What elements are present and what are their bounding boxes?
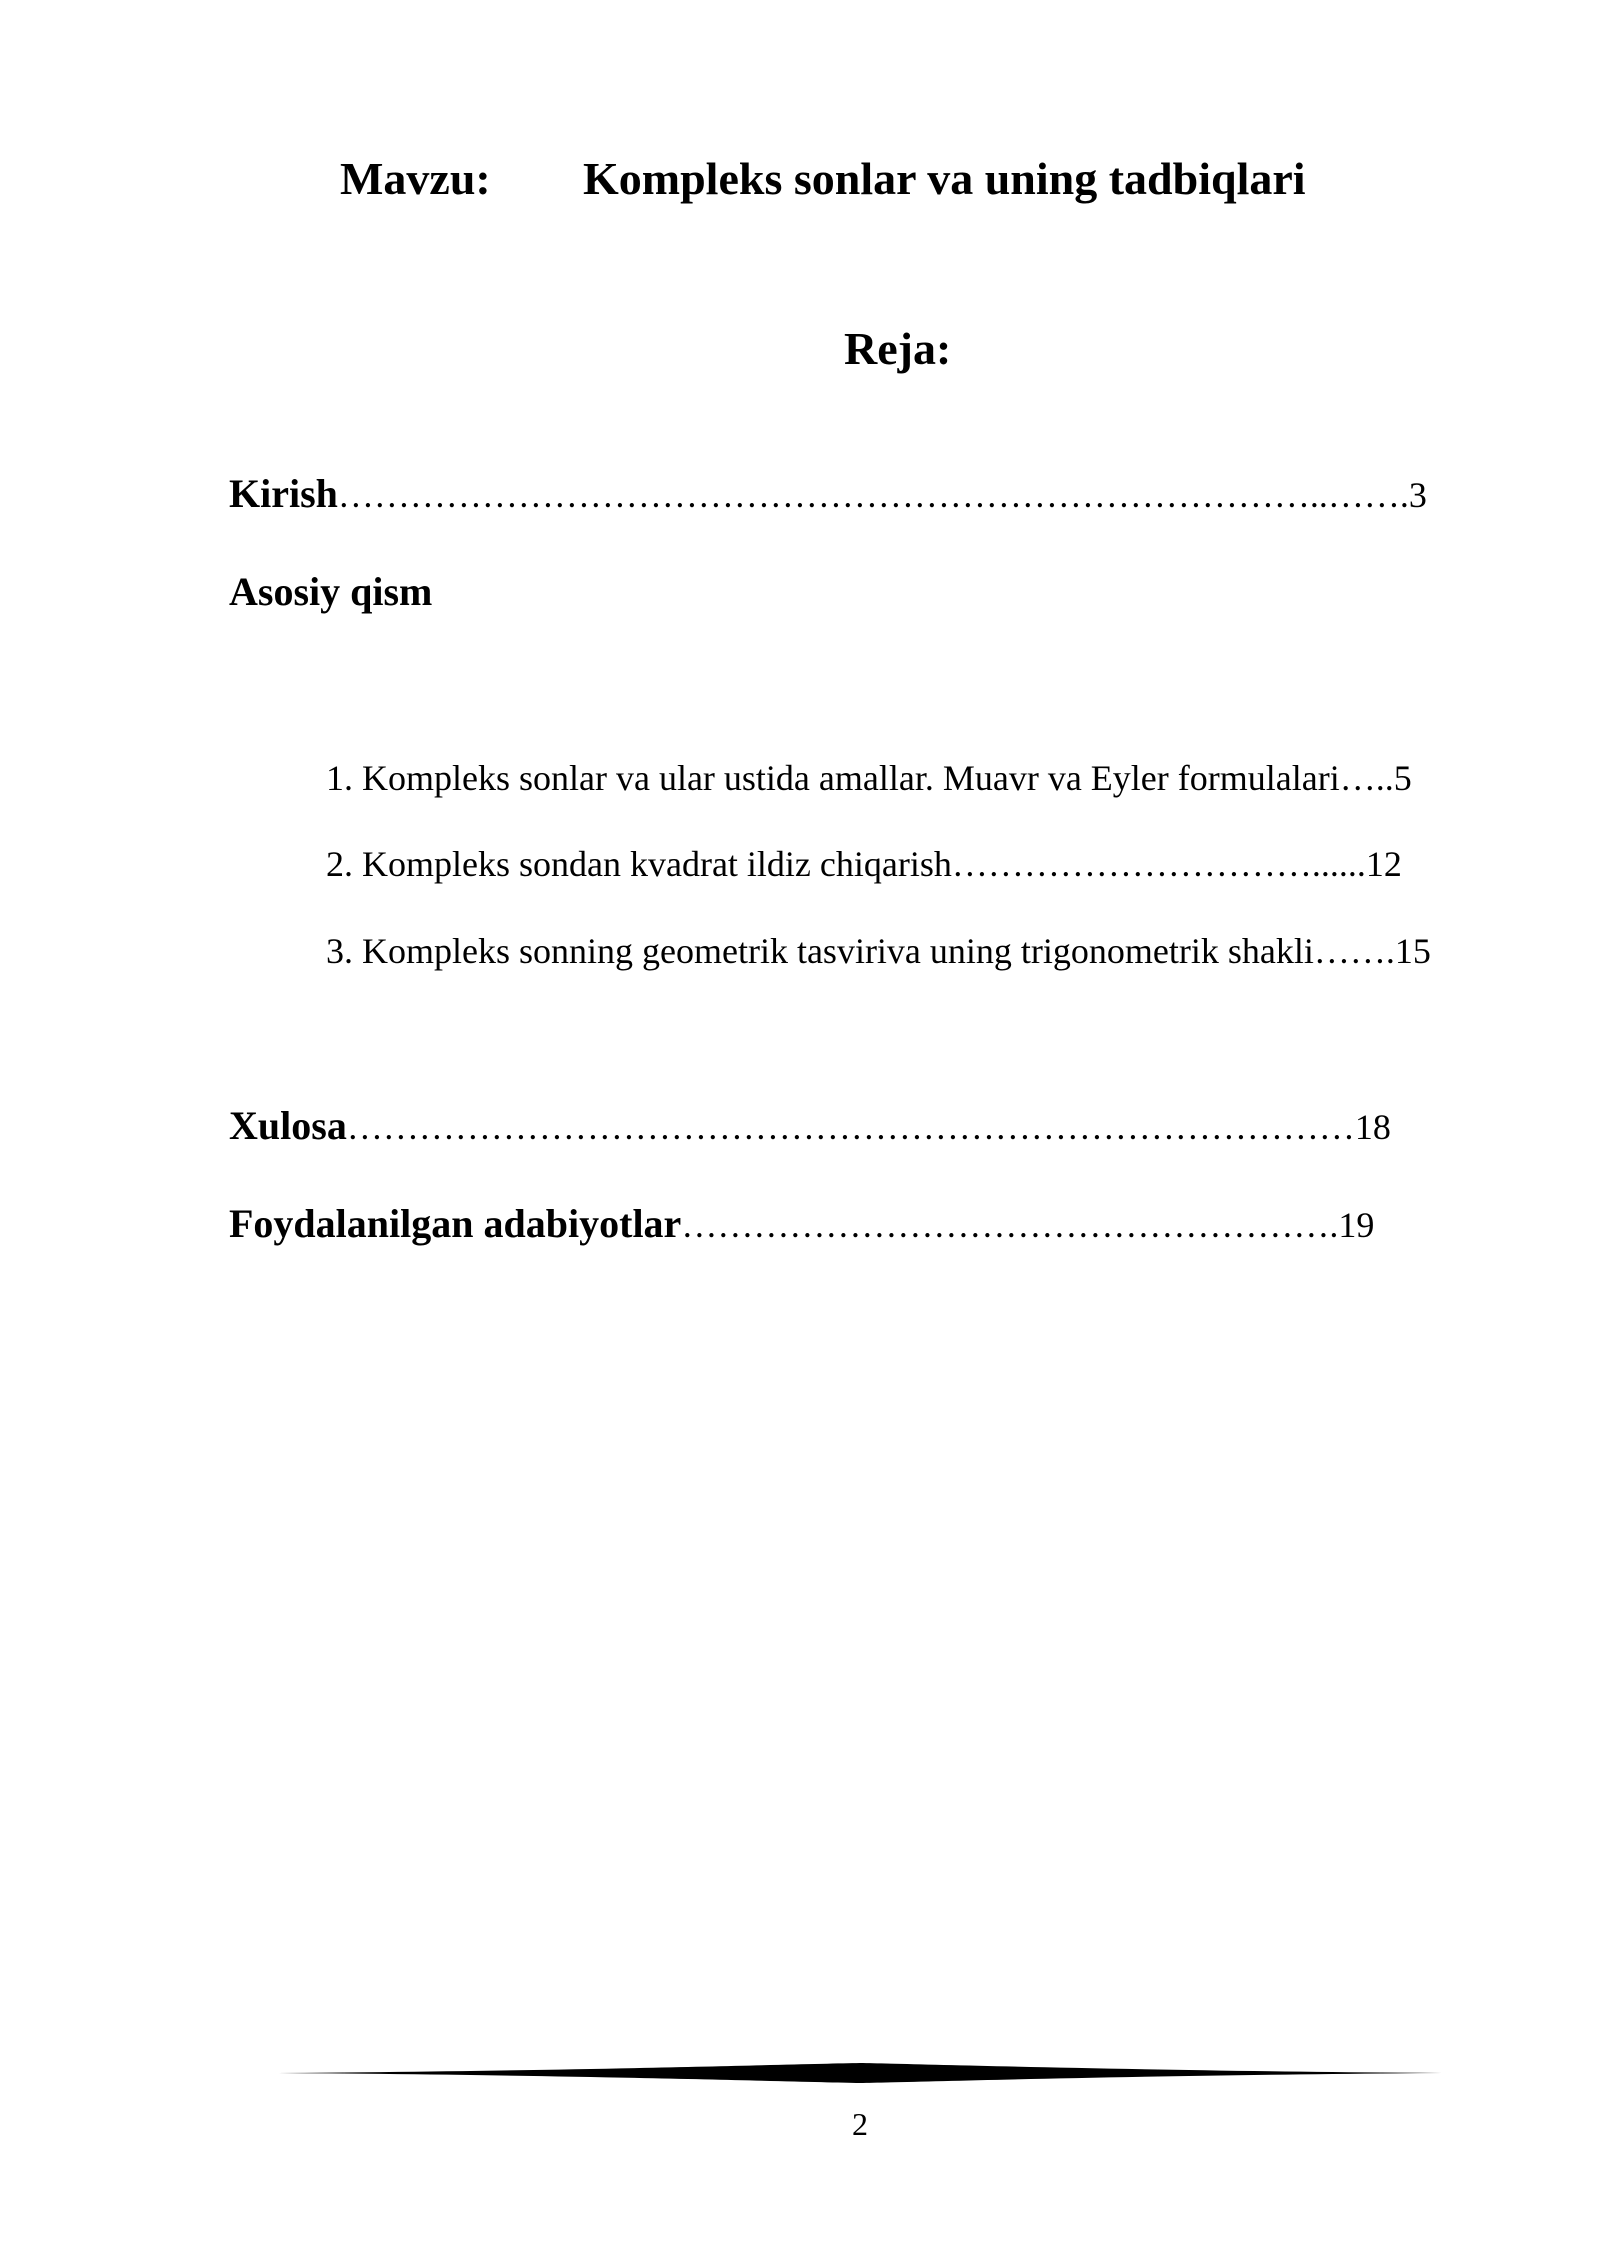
- toc-subentry-1: 1. Kompleks sonlar va ular ustida amallar. Muavr va Eyler formulalari…..5: [326, 758, 1412, 798]
- toc-page-number: 3: [1408, 475, 1427, 515]
- toc-entry-label: Foydalanilgan adabiyotlar: [229, 1201, 682, 1246]
- page-number: 2: [852, 2106, 868, 2142]
- toc-page-number: 18: [1354, 1107, 1391, 1147]
- toc-page-number: 19: [1338, 1205, 1375, 1245]
- toc-subentry-3: 3. Kompleks sonning geometrik tasviriva uning trigonometrik shakli…….15: [326, 931, 1431, 971]
- toc-entry-label: Xulosa: [229, 1103, 347, 1148]
- toc-leader-dots: …………………………………………………………………………: [346, 1107, 1355, 1147]
- toc-entry-intro: [229, 470, 1427, 517]
- toc-entry-conclusion: [229, 1102, 1391, 1149]
- title-label: Mavzu:: [340, 153, 491, 204]
- toc-entry-label: Kirish: [229, 471, 338, 516]
- title-topic: Kompleks sonlar va uning tadbiqlari: [583, 153, 1306, 204]
- section-heading-main: Asosiy qism: [229, 569, 433, 614]
- toc-leader-dots: ……………………………………………….: [681, 1205, 1339, 1245]
- footer-divider: [278, 2060, 1442, 2086]
- toc-leader-dots: ………………………………………………………………………..…….: [337, 475, 1409, 515]
- toc-subentry-2: 2. Kompleks sondan kvadrat ildiz chiqarish…………………………......12: [326, 844, 1402, 884]
- plan-heading: Reja:: [844, 323, 952, 374]
- toc-entry-references: [229, 1200, 1374, 1247]
